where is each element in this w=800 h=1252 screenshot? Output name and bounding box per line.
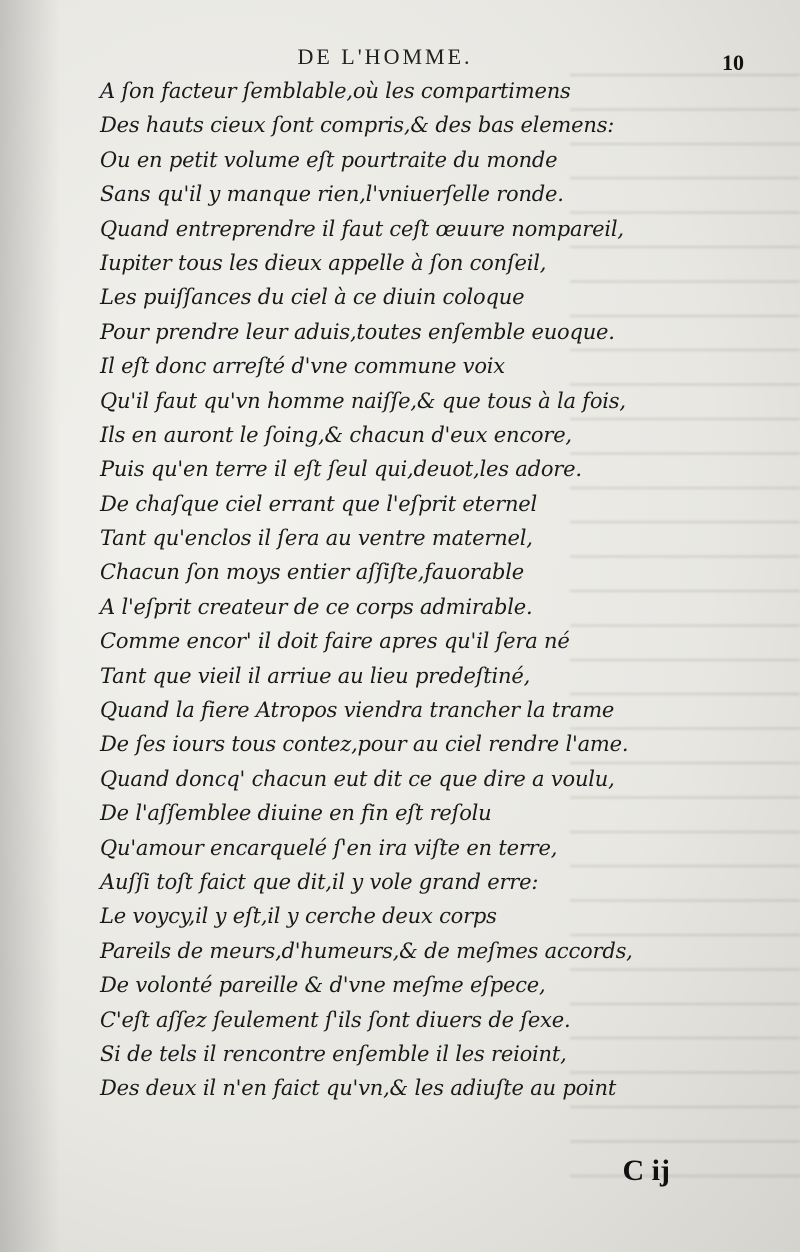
verse-line: Ils en auront le ſoing,& chacun d'eux encore, [100, 422, 572, 447]
verse-line: A l'eſprit createur de ce corps admirable. [100, 594, 533, 619]
verse-line: Chacun ſon moys entier aſſiſte,fauorable [100, 560, 525, 585]
verse-line: Iupiter tous les dieux appelle à ſon conſeil, [100, 250, 547, 275]
verse-line: Qu'il faut qu'vn homme naiſſe,& que tous à la fois, [100, 388, 626, 413]
verse-line: Tant que vieil il arriue au lieu predeſtiné, [100, 663, 531, 688]
gutter-shadow [0, 0, 60, 1252]
page-number: 10 [722, 50, 744, 75]
signature-mark: C ij [622, 1154, 670, 1187]
verse-line: Pour prendre leur aduis,toutes enſemble euoque. [100, 319, 615, 344]
verse-line: Sans qu'il y manque rien,l'vniuerſelle ronde. [100, 182, 564, 207]
verse-line: A ſon facteur ſemblable,où les compartimens [100, 79, 571, 103]
verse-line: Ou en petit volume eſt pourtraite du monde [100, 147, 558, 172]
verse-line: Des deux il n'en faict qu'vn,& les adiuſte au point [100, 1076, 617, 1101]
verse-line: Quand la fiere Atropos viendra trancher la trame [100, 698, 615, 723]
verse-line: De ſes iours tous contez,pour au ciel rendre l'ame. [100, 732, 629, 757]
verse-line: Il eſt donc arreſté d'vne commune voix [100, 354, 505, 379]
verse-line: Si de tels il rencontre enſemble il les reioint, [100, 1041, 567, 1066]
verse-line: Quand entreprendre il faut ceſt œuure nompareil, [100, 216, 624, 241]
verse-line: Tant qu'enclos il ſera au ventre maternel, [100, 526, 533, 551]
verse-line: Les puiſſances du ciel à ce diuin coloque [100, 285, 525, 310]
verse-block [100, 74, 660, 1106]
verse-line: Des hauts cieux ſont compris,& des bas elemens: [100, 113, 615, 138]
verse-line: Qu'amour encarquelé ſ'en ira viſte en terre, [100, 835, 558, 860]
verse-line: Comme encor' il doit faire apres qu'il ſera né [100, 629, 570, 654]
verse-line: Pareils de meurs,d'humeurs,& de meſmes accords, [100, 938, 633, 963]
verse-line: Auſſi toſt faict que dit,il y vole grand erre: [100, 869, 539, 894]
running-title-text: DE L'HOMME. [297, 44, 473, 69]
verse-line: C'eſt aſſez ſeulement ſ'ils ſont diuers de ſexe. [100, 1007, 571, 1032]
verse-line: Puis qu'en terre il eſt ſeul qui,deuot,les adore. [100, 457, 582, 482]
running-title [0, 44, 800, 70]
verse-line: De chaſque ciel errant que l'eſprit eternel [100, 491, 538, 516]
verse-line: De l'aſſemblee diuine en fin eſt reſolu [100, 801, 492, 826]
verse-line: De volonté pareille & d'vne meſme eſpece, [100, 973, 546, 998]
verse-line: Quand doncq' chacun eut dit ce que dire a voulu, [100, 766, 615, 791]
verse-line: Le voycy,il y eſt,il y cerche deux corps [100, 904, 497, 929]
